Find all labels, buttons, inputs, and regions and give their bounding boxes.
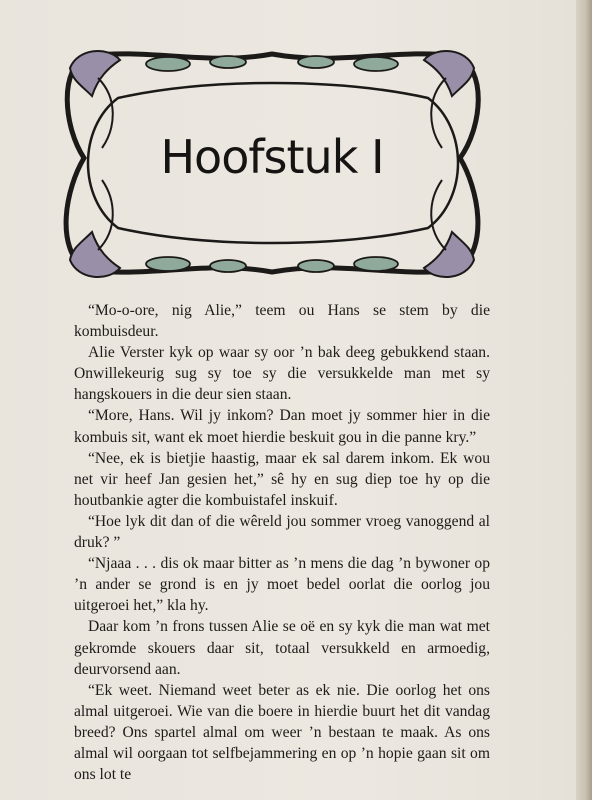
paragraph: “More, Hans. Wil jy inkom? Dan moet jy sommer hier in die kombuis sit, want ek moet hierdie beskuit gou in die panne kry.” xyxy=(74,407,490,446)
paragraph: “Ek weet. Niemand weet beter as ek nie. Die oorlog het ons almal uitgeroei. Wie van die boere in hierdie buurt het dit vandag breed? Ons spartel almal om weer ’n bestaan te maak. As ons almal wil oorgaan tot selfbejammering en op ’n hopie gaan sit om ons lot te xyxy=(74,681,490,784)
book-spine xyxy=(576,0,592,800)
chapter-title: Hoofstuk I xyxy=(160,130,384,184)
paragraph: Alie Verster kyk op waar sy oor ’n bak deeg gebukkend staan. Onwillekeurig sug sy toe sy die versukkelde man met sy hangskouers in die deur sien staan. xyxy=(74,344,490,404)
paragraph: “Njaaa . . . dis ok maar bitter as ’n mens die dag ’n bywoner op ’n ander se grond is en jy moet bedel oorlat die oorlog jou uitgeroei het,” kla hy. xyxy=(74,555,490,615)
paragraph: “Nee, ek is bietjie haastig, maar ek sal darem inkom. Ek wou net vir heef Jan gesien het,” sê hy en sug diep toe hy op die houtbankie agter die kombuistafel inskuif. xyxy=(74,449,490,509)
paragraph: “Mo-o-ore, nig Alie,” teem ou Hans se stem by die kombuisdeur. xyxy=(74,302,490,341)
chapter-body xyxy=(74,300,490,785)
paragraph: “Hoe lyk dit dan of die wêreld jou sommer vroeg vanoggend al druk? ” xyxy=(74,512,490,552)
paragraph: Daar kom ’n frons tussen Alie se oë en sy kyk die man wat met gekromde skouers daar sit, totaal versukkeld en armoedig, deurvorsend aan. xyxy=(74,618,490,678)
